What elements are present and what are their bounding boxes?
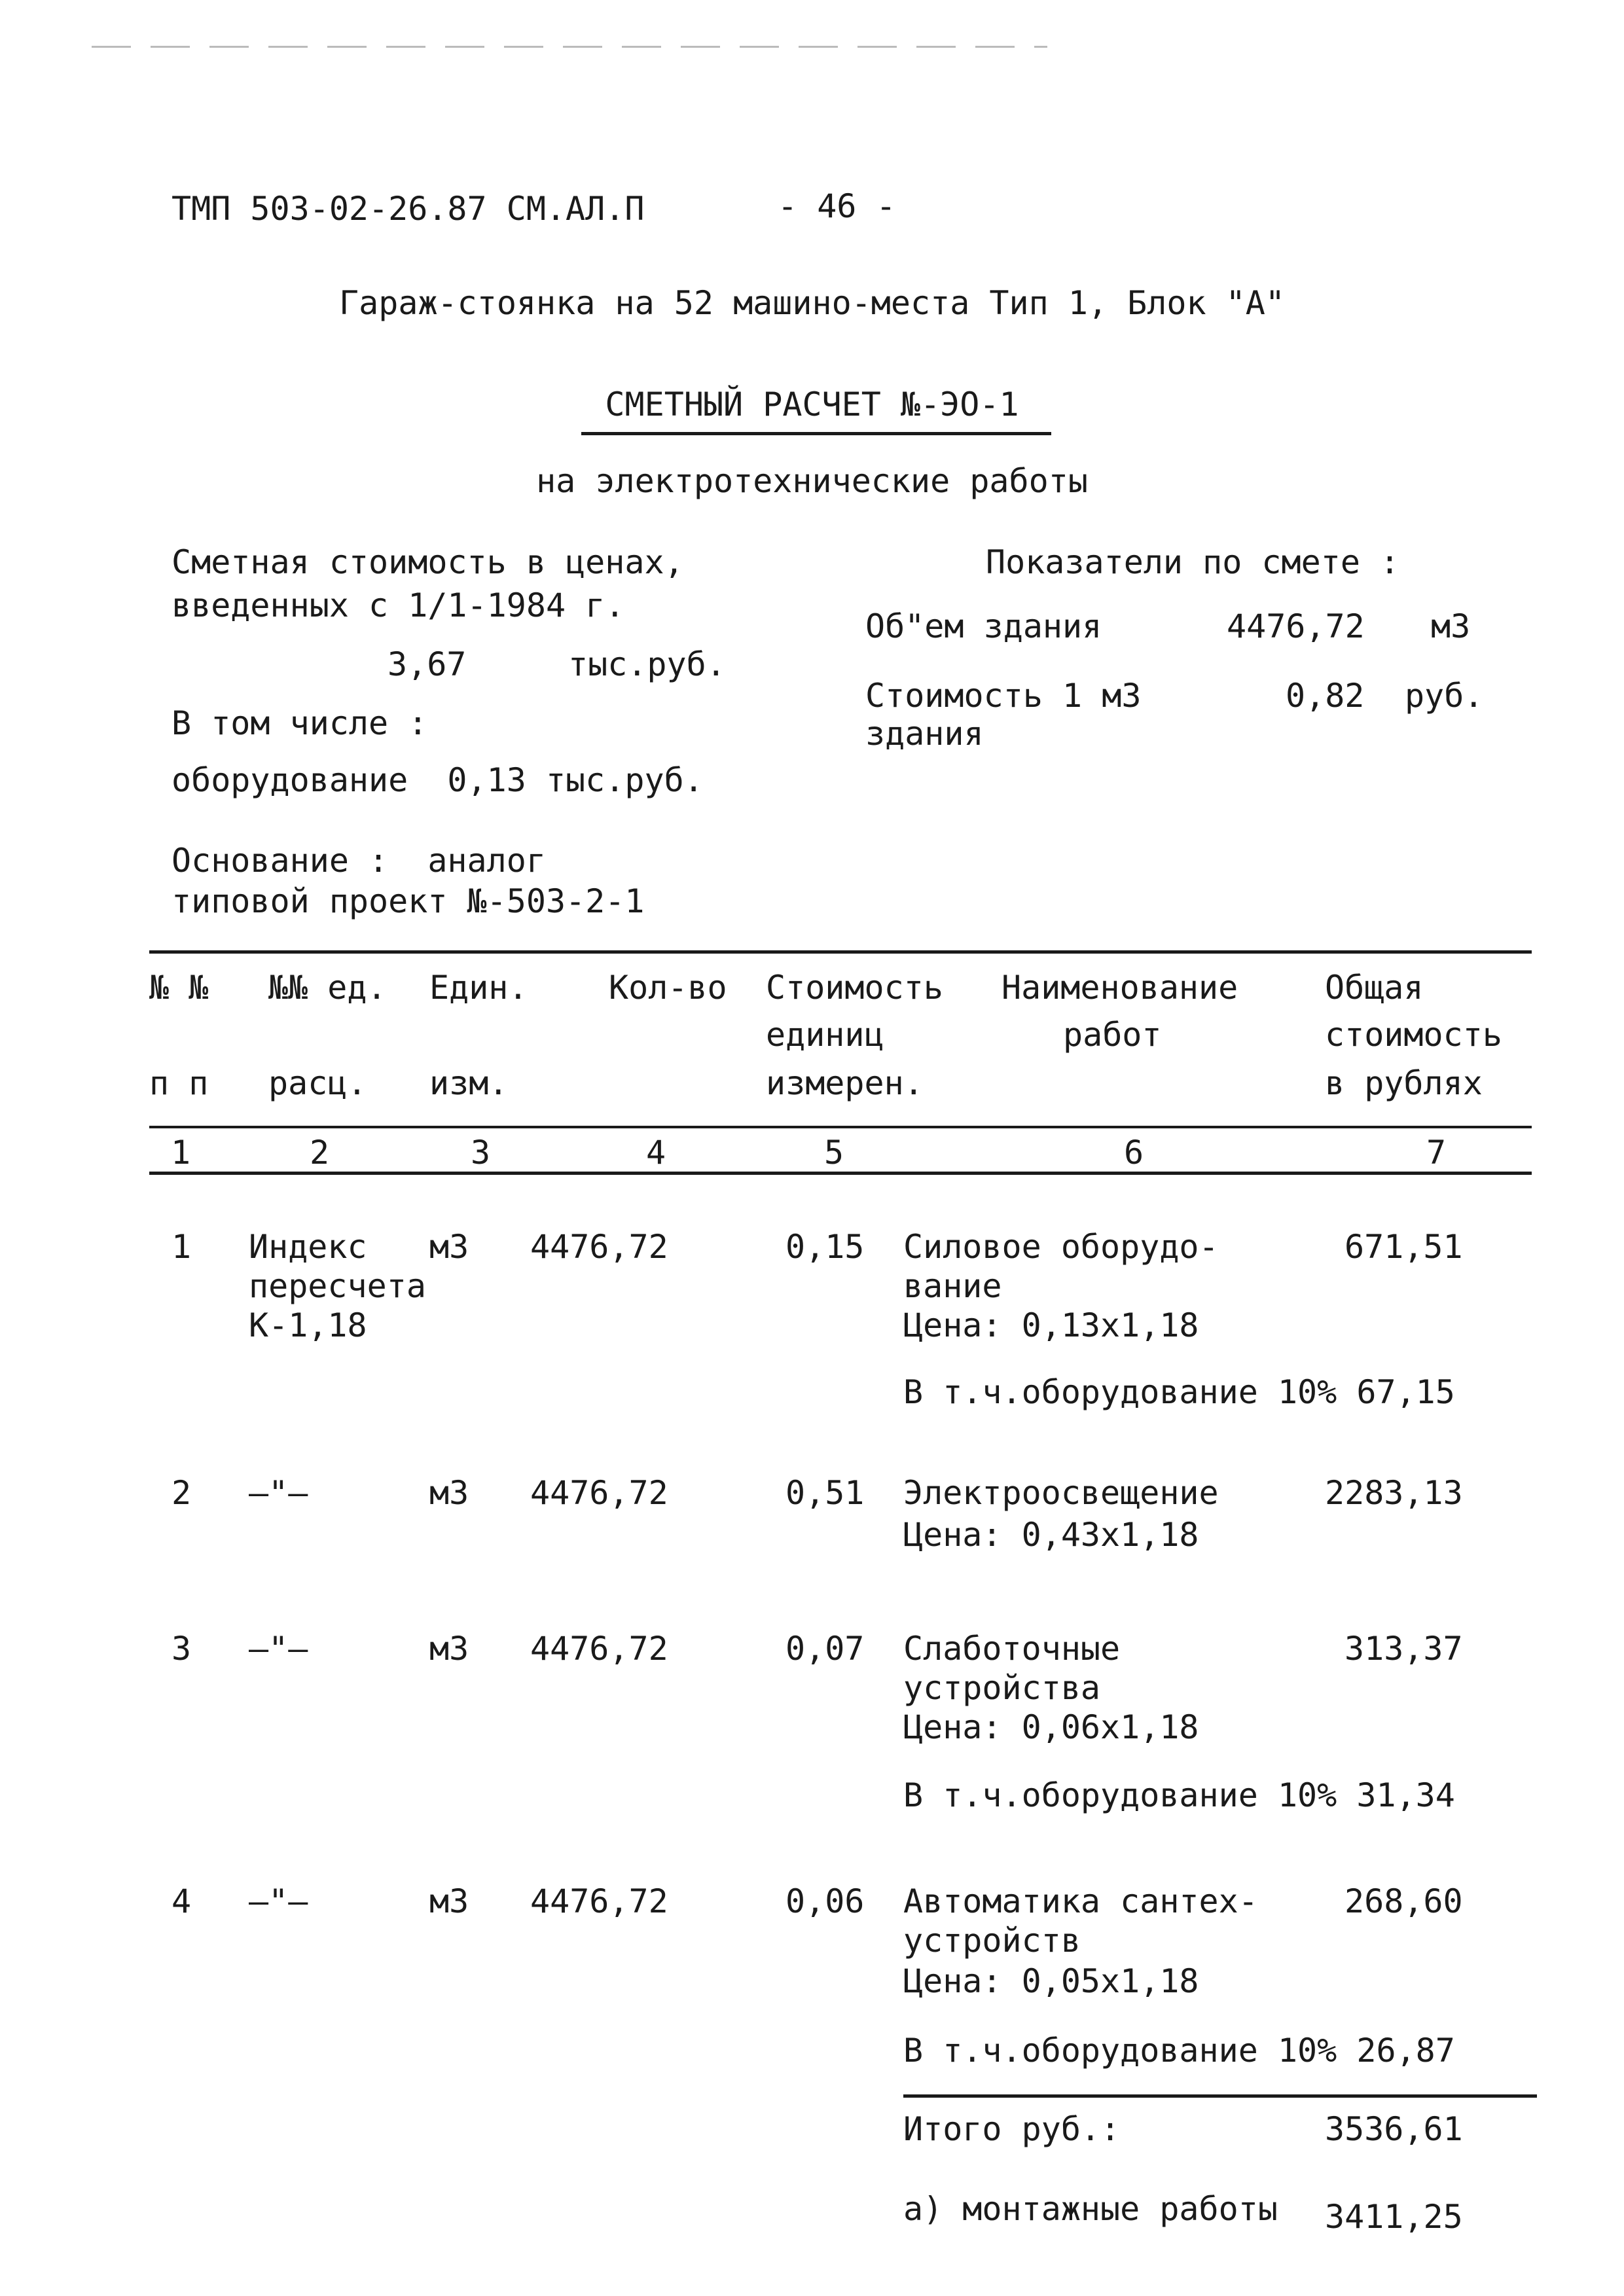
quantity: 4476,72 xyxy=(530,1474,668,1512)
rate-code: —"— xyxy=(249,1882,308,1920)
column-number: 5 xyxy=(823,1134,844,1172)
header-col7-a: Общая xyxy=(1325,969,1424,1007)
volume-label: Об"ем здания xyxy=(865,607,1102,645)
column-number: 4 xyxy=(645,1134,666,1172)
total-cost: 268,60 xyxy=(1344,1882,1463,1920)
cost-value: 3,67 xyxy=(388,645,467,683)
header-col3-b: изм. xyxy=(429,1064,509,1102)
price-formula: Цена: 0,13х1,18 xyxy=(903,1306,1199,1344)
document-subtitle: на электротехнические работы xyxy=(536,462,1088,500)
rate-code: пересчета xyxy=(249,1267,426,1305)
row-number: 2 xyxy=(171,1474,192,1512)
header-col5-c: измерен. xyxy=(766,1064,924,1102)
itogo-value: 3536,61 xyxy=(1325,2110,1463,2148)
work-name: Слаботочные xyxy=(903,1630,1121,1668)
equipment-share: В т.ч.оборудование 10% 67,15 xyxy=(903,1373,1455,1411)
total-cost: 671,51 xyxy=(1344,1228,1463,1266)
row-number: 3 xyxy=(171,1630,192,1668)
unit: м3 xyxy=(429,1882,469,1920)
header-col6-b: работ xyxy=(1063,1016,1162,1054)
header-col4: Кол-во xyxy=(609,969,727,1007)
row-number: 1 xyxy=(171,1228,192,1266)
header-col1-a: № № xyxy=(149,969,209,1007)
column-number: 2 xyxy=(309,1134,330,1172)
scan-artifact-line xyxy=(92,46,1047,48)
work-name: устройств xyxy=(903,1922,1081,1960)
work-name: Силовое оборудо- xyxy=(903,1228,1219,1266)
header-col7-b: стоимость xyxy=(1325,1016,1502,1054)
equipment-share: В т.ч.оборудование 10% 26,87 xyxy=(903,2032,1455,2070)
work-name: устройства xyxy=(903,1669,1101,1707)
cost-per-m3-label: Стоимость 1 м3 xyxy=(865,677,1142,715)
cost-per-m3-unit: руб. xyxy=(1405,677,1484,715)
rate-code: Индекс xyxy=(249,1228,367,1266)
basis-line-1: Основание : аналог xyxy=(171,842,546,880)
column-number: 7 xyxy=(1426,1134,1447,1172)
volume-unit: м3 xyxy=(1431,607,1471,645)
price-formula: Цена: 0,06х1,18 xyxy=(903,1708,1199,1746)
column-number-bottom-rule xyxy=(149,1172,1532,1175)
indicators-title: Показатели по смете : xyxy=(986,543,1400,581)
quantity: 4476,72 xyxy=(530,1228,668,1266)
header-col6-a: Наименование xyxy=(1001,969,1238,1007)
unit-price: 0,15 xyxy=(785,1228,865,1266)
unit-price: 0,06 xyxy=(785,1882,865,1920)
column-number-top-rule xyxy=(149,1126,1532,1128)
document-code: ТМП 503-02-26.87 СМ.АЛ.П xyxy=(171,190,645,228)
table-top-rule xyxy=(149,950,1532,954)
cost-per-m3-label-2: здания xyxy=(865,715,984,753)
cost-line-1: Сметная стоимость в ценах, xyxy=(171,543,684,581)
header-col3-a: Един. xyxy=(429,969,528,1007)
header-col7-c: в рублях xyxy=(1325,1064,1483,1102)
total-cost: 313,37 xyxy=(1344,1630,1463,1668)
itogo-label: Итого руб.: xyxy=(903,2110,1121,2148)
totals-rule xyxy=(903,2094,1537,2098)
work-name: вание xyxy=(903,1267,1002,1305)
rate-code: К-1,18 xyxy=(249,1306,367,1344)
column-number: 3 xyxy=(470,1134,491,1172)
column-number: 1 xyxy=(170,1134,191,1172)
document-title: СМЕТНЫЙ РАСЧЕТ №-ЭО-1 xyxy=(605,386,1019,423)
header-col2-b: расц. xyxy=(268,1064,367,1102)
object-title: Гараж-стоянка на 52 машино-места Тип 1, Блок "А" xyxy=(339,284,1285,322)
equipment-cost: оборудование 0,13 тыс.руб. xyxy=(171,761,704,799)
rate-code: —"— xyxy=(249,1630,308,1668)
montage-label: а) монтажные работы xyxy=(903,2190,1278,2228)
page-number: - 46 - xyxy=(778,187,896,225)
header-col1-b: п п xyxy=(149,1064,209,1102)
total-cost: 2283,13 xyxy=(1325,1474,1463,1512)
header-col5-a: Стоимость xyxy=(766,969,943,1007)
quantity: 4476,72 xyxy=(530,1882,668,1920)
header-col2-a: №№ ед. xyxy=(268,969,387,1007)
unit: м3 xyxy=(429,1630,469,1668)
unit-price: 0,51 xyxy=(785,1474,865,1512)
cost-line-2: введенных с 1/1-1984 г. xyxy=(171,586,625,624)
header-col5-b: единиц xyxy=(766,1016,884,1054)
quantity: 4476,72 xyxy=(530,1630,668,1668)
rate-code: —"— xyxy=(249,1474,308,1512)
work-name: Электроосвещение xyxy=(903,1474,1219,1512)
unit-price: 0,07 xyxy=(785,1630,865,1668)
volume-value: 4476,72 xyxy=(1227,607,1365,645)
cost-unit: тыс.руб. xyxy=(568,645,726,683)
price-formula: Цена: 0,05х1,18 xyxy=(903,1962,1199,2000)
unit: м3 xyxy=(429,1228,469,1266)
including-label: В том числе : xyxy=(171,704,428,742)
montage-value: 3411,25 xyxy=(1325,2198,1463,2236)
price-formula: Цена: 0,43х1,18 xyxy=(903,1516,1199,1554)
cost-per-m3-value: 0,82 xyxy=(1286,677,1365,715)
column-number: 6 xyxy=(1123,1134,1144,1172)
equipment-share: В т.ч.оборудование 10% 31,34 xyxy=(903,1776,1455,1814)
unit: м3 xyxy=(429,1474,469,1512)
row-number: 4 xyxy=(171,1882,192,1920)
basis-line-2: типовой проект №-503-2-1 xyxy=(171,882,645,920)
title-underline xyxy=(581,432,1051,435)
work-name: Автоматика сантех- xyxy=(903,1882,1258,1920)
